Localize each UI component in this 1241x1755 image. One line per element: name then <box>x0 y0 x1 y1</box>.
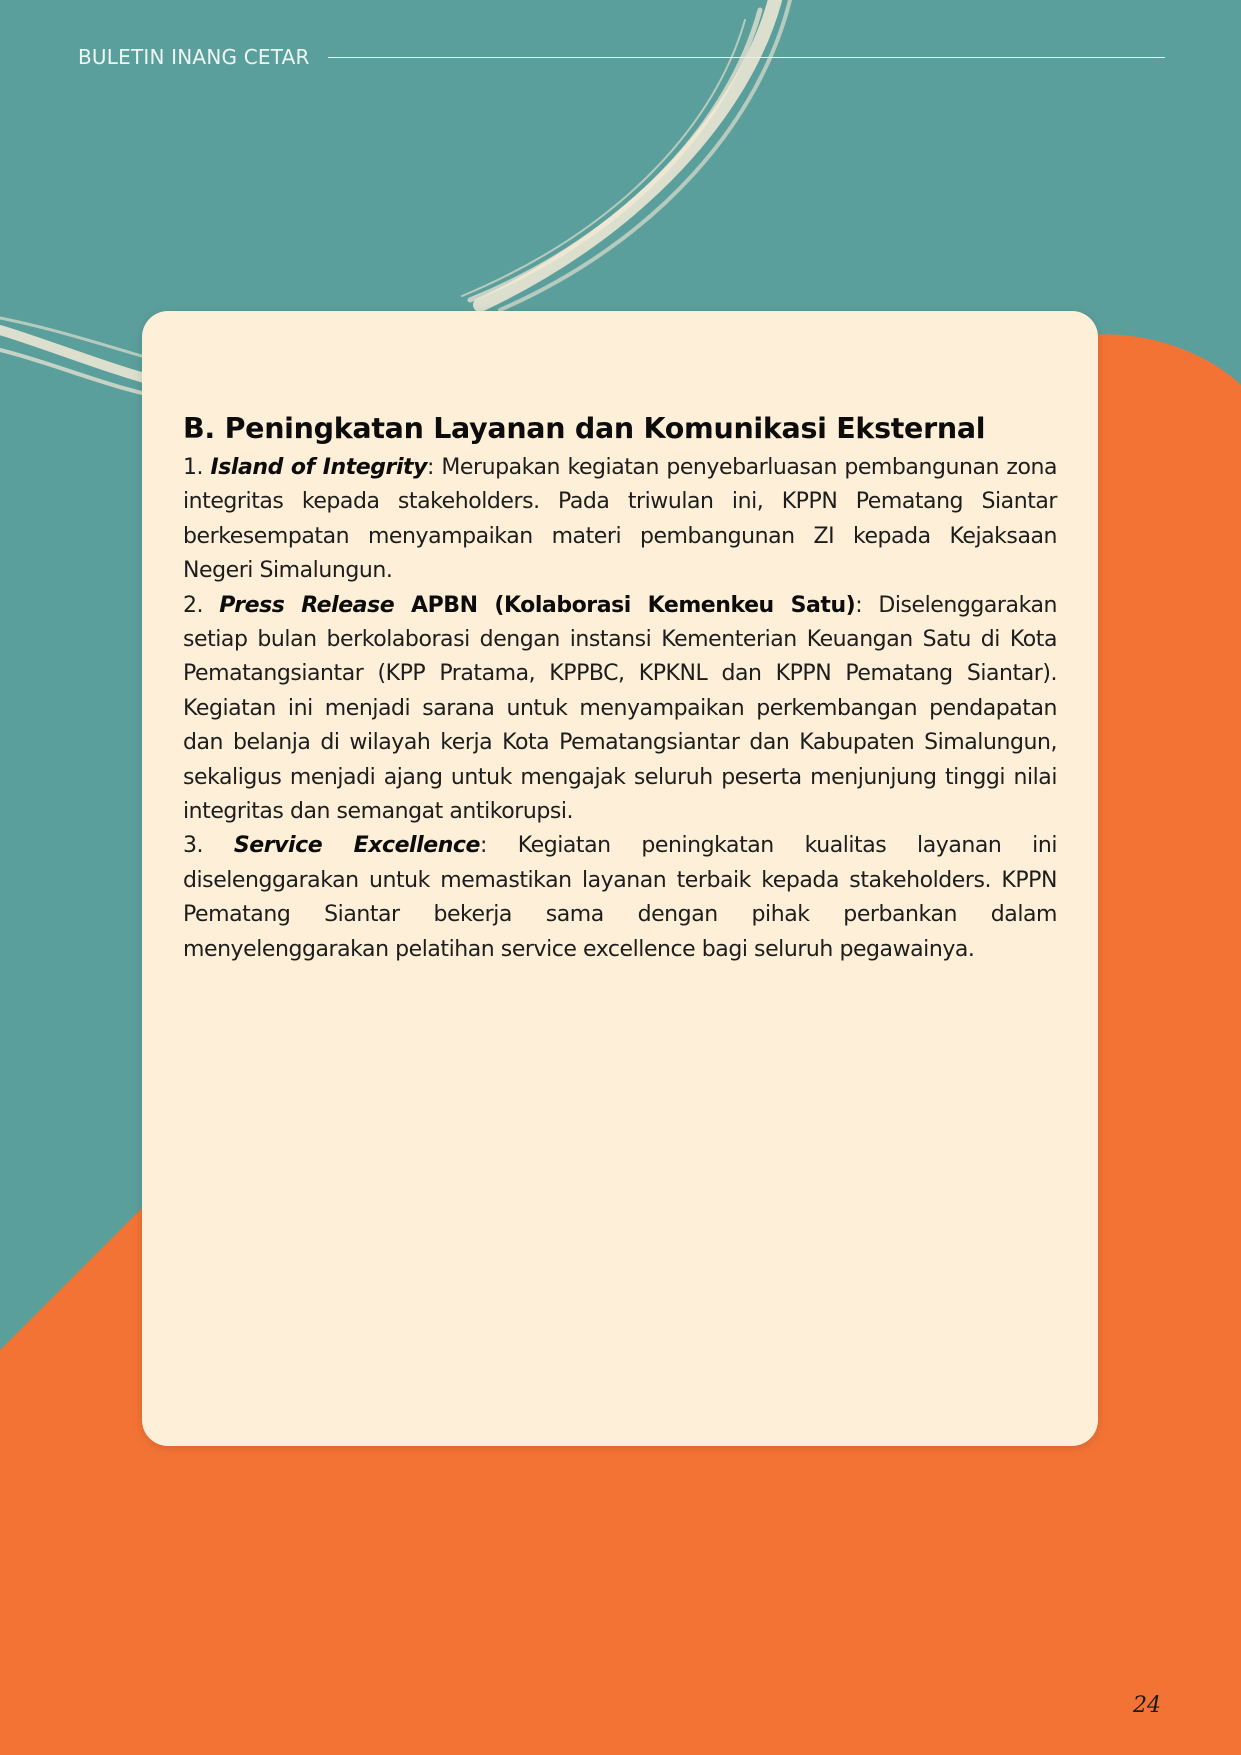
running-header <box>78 42 1165 72</box>
section-content <box>183 412 1057 967</box>
header-rule <box>328 57 1165 58</box>
list-item-island-of-integrity <box>183 451 1057 589</box>
section-heading: B. Peningkatan Layanan dan Komunikasi Eksternal <box>183 412 986 445</box>
item-number: 2. <box>183 592 204 618</box>
item-title: Press Release <box>219 592 395 618</box>
content-card <box>142 311 1098 1446</box>
item-title: Service Excellence <box>233 833 480 859</box>
item-body: : Merupakan kegiatan penyebarluasan pembangunan zona integritas kepada stakeholders. Pada triwulan ini, KPPN Pematang Siantar berkesempatan menyampaikan materi pembangunan ZI kepada Kejaksaan Negeri Simalungun. <box>183 455 1058 584</box>
list-item-press-release <box>183 589 1057 830</box>
item-number: 1. <box>183 455 204 480</box>
list-item-service-excellence <box>183 829 1057 967</box>
item-number: 3. <box>183 833 204 859</box>
page-number: 24 <box>1133 1693 1161 1718</box>
item-body: : Kegiatan peningkatan kualitas layanan ini diselenggarakan untuk memastikan layanan terbaik kepada stakeholders. KPPN Pematang Siantar bekerja sama dengan pihak perbankan dalam menyelenggarakan pelatihan service excellence bagi seluruh pegawainya. <box>183 833 1057 962</box>
item-title: Island of Integrity <box>210 455 428 480</box>
bulletin-title: BULETIN INANG CETAR <box>78 45 310 69</box>
item-body: : Diselenggarakan setiap bulan berkolaborasi dengan instansi Kementerian Keuangan Satu di Kota Pematangsiantar (KPP Pratama, KPPBC, KPKNL dan KPPN Pematang Siantar). Kegiatan ini menjadi sarana untuk menyampaikan perkembangan pendapatan dan belanja di wilayah kerja Kota Pematangsiantar dan Kabupaten Simalungun, sekaligus menjadi ajang untuk mengajak seluruh peserta menjunjung tinggi nilai integritas dan semangat antikorupsi. <box>183 592 1057 825</box>
item-title-suffix: APBN (Kolaborasi Kemenkeu Satu) <box>394 592 856 618</box>
